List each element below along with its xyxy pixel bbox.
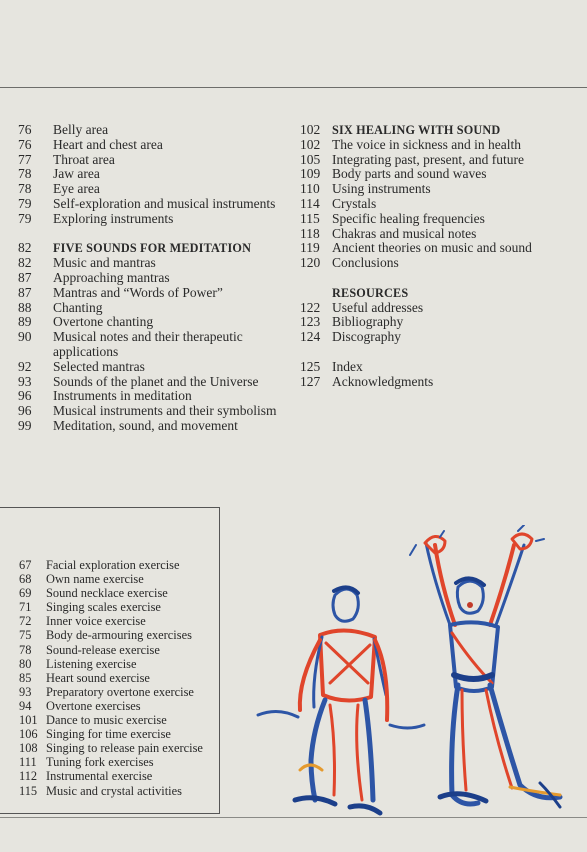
exercise-entry: [19, 628, 239, 642]
exercise-entry: [19, 699, 239, 713]
exercise-page-number: 80: [19, 656, 32, 671]
exercise-title: Singing for time exercise: [46, 727, 171, 742]
toc-entry: [18, 123, 293, 138]
toc-entry: [300, 330, 580, 345]
exercise-entry: [19, 657, 239, 671]
exercise-entry: [19, 713, 239, 727]
exercise-page-number: 112: [19, 769, 38, 784]
toc-page-number: 123: [300, 314, 321, 330]
toc-page-number: 77: [18, 151, 32, 167]
toc-page-number: 96: [18, 403, 32, 419]
exercise-page-number: 72: [19, 614, 32, 629]
dancing-figures-illustration: [240, 525, 580, 825]
exercise-page-number: 75: [19, 628, 32, 643]
exercise-title: Facial exploration exercise: [46, 558, 180, 572]
toc-entry: [18, 271, 293, 286]
toc-entry-title: Selected mantras: [53, 358, 145, 374]
exercise-list: [19, 558, 239, 798]
toc-entry: [300, 315, 580, 330]
toc-page-number: 87: [18, 269, 32, 285]
exercise-title: Sound necklace exercise: [46, 586, 168, 601]
toc-entry: [300, 375, 580, 390]
toc-entry: [18, 330, 293, 360]
exercise-title: Singing to release pain exercise: [46, 741, 203, 756]
toc-entry-title: RESOURCES: [332, 285, 409, 300]
toc-page-number: 92: [18, 358, 32, 374]
toc-entry: [18, 419, 293, 434]
toc-page-number: 115: [300, 210, 320, 226]
exercise-title: Listening exercise: [46, 656, 137, 671]
toc-page-number: 118: [300, 225, 320, 241]
toc-page-number: 88: [18, 299, 32, 315]
toc-page-number: 93: [18, 373, 32, 389]
toc-entry-title: Musical notes and their therapeutic applications: [53, 329, 243, 359]
toc-page-number: 125: [300, 358, 321, 374]
toc-page-number: 87: [18, 284, 32, 300]
toc-entry-title: Discography: [332, 329, 401, 345]
toc-entry: [300, 301, 580, 316]
toc-page-number: 89: [18, 314, 32, 330]
toc-page-number: 119: [300, 240, 320, 256]
exercise-entry: [19, 769, 239, 783]
exercise-title: Music and crystal activities: [46, 783, 182, 798]
exercise-page-number: 93: [19, 684, 32, 699]
toc-page-number: 120: [300, 255, 321, 271]
exercise-title: Overtone exercises: [46, 698, 141, 713]
toc-entry-title: Chakras and musical notes: [332, 225, 477, 241]
toc-entry: [18, 389, 293, 404]
toc-entry: [18, 301, 293, 316]
toc-section-heading: [300, 286, 580, 301]
toc-entry: [18, 197, 293, 212]
toc-entry: [300, 153, 580, 168]
toc-page-number: 102: [300, 136, 321, 152]
exercise-entry: [19, 614, 239, 628]
toc-entry-title: Overtone chanting: [53, 314, 154, 330]
exercise-entry: [19, 586, 239, 600]
toc-entry: [18, 360, 293, 375]
toc-entry-title: Belly area: [53, 122, 109, 137]
toc-page-number: 127: [300, 373, 321, 389]
toc-page-number: 105: [300, 151, 321, 167]
exercise-title: Singing scales exercise: [46, 600, 161, 615]
toc-entry-title: Mantras and “Words of Power”: [53, 284, 223, 300]
toc-entry-title: Body parts and sound waves: [332, 166, 487, 182]
toc-entry-title: Index: [332, 358, 363, 374]
toc-entry: [300, 360, 580, 375]
exercise-entry: [19, 558, 239, 572]
toc-entry-title: Chanting: [53, 299, 103, 315]
toc-page-number: 114: [300, 195, 320, 211]
exercise-page-number: 106: [19, 727, 38, 742]
toc-page-number: 78: [18, 166, 32, 182]
exercise-page-number: 101: [19, 713, 38, 728]
toc-page-number: 110: [300, 181, 320, 197]
exercise-title: Preparatory overtone exercise: [46, 684, 194, 699]
exercise-entry: [19, 755, 239, 769]
exercise-entry: [19, 671, 239, 685]
exercise-entry: [19, 784, 239, 798]
toc-entry: [18, 315, 293, 330]
toc-spacer: [18, 227, 293, 242]
toc-entry-title: Meditation, sound, and movement: [53, 417, 238, 433]
toc-entry-title: Using instruments: [332, 181, 431, 197]
toc-entry: [18, 256, 293, 271]
toc-left-column: [18, 123, 293, 434]
toc-entry-title: Bibliography: [332, 314, 404, 330]
toc-entry-title: Self-exploration and musical instruments: [53, 195, 276, 211]
toc-entry: [300, 227, 580, 242]
toc-entry-title: Music and mantras: [53, 255, 156, 271]
toc-entry: [18, 167, 293, 182]
toc-entry: [18, 138, 293, 153]
toc-entry: [300, 197, 580, 212]
toc-spacer: [300, 271, 580, 286]
toc-entry: [300, 167, 580, 182]
exercise-page-number: 78: [19, 642, 32, 657]
toc-entry-title: Heart and chest area: [53, 136, 163, 152]
exercise-page-number: 69: [19, 586, 32, 601]
toc-entry: [18, 182, 293, 197]
exercise-title: Sound-release exercise: [46, 642, 160, 657]
toc-entry-title: Instruments in meditation: [53, 388, 192, 404]
toc-page-number: 79: [18, 210, 32, 226]
toc-page-number: 122: [300, 299, 321, 315]
exercise-entry: [19, 741, 239, 755]
exercise-page-number: 71: [19, 600, 32, 615]
toc-entry: [18, 286, 293, 301]
toc-entry: [18, 212, 293, 227]
toc-entry-title: Eye area: [53, 181, 100, 197]
toc-right-column: [300, 123, 580, 389]
toc-page-number: 99: [18, 417, 32, 433]
toc-entry-title: Crystals: [332, 195, 377, 211]
toc-page-number: [300, 286, 332, 301]
toc-entry-title: Exploring instruments: [53, 210, 174, 226]
exercise-title: Inner voice exercise: [46, 614, 146, 629]
toc-page-number: 102: [300, 122, 321, 137]
toc-entry: [18, 404, 293, 419]
exercise-page-number: 115: [19, 783, 38, 798]
toc-entry: [18, 375, 293, 390]
exercise-title: Heart sound exercise: [46, 670, 150, 685]
exercise-entry: [19, 727, 239, 741]
toc-page-number: 76: [18, 122, 32, 137]
exercise-title: Instrumental exercise: [46, 769, 153, 784]
toc-page-number: 90: [18, 329, 32, 345]
toc-page-number: 82: [18, 255, 32, 271]
toc-entry-title: Throat area: [53, 151, 115, 167]
toc-section-heading: [300, 123, 580, 138]
exercise-entry: [19, 685, 239, 699]
exercise-entry: [19, 600, 239, 614]
toc-entry-title: Integrating past, present, and future: [332, 151, 524, 167]
exercise-entry: [19, 643, 239, 657]
exercise-page-number: 111: [19, 755, 37, 770]
toc-entry-title: FIVE SOUNDS FOR MEDITATION: [53, 241, 252, 256]
toc-entry-title: Conclusions: [332, 255, 399, 271]
toc-entry-title: Useful addresses: [332, 299, 424, 315]
toc-entry: [300, 256, 580, 271]
toc-entry: [300, 241, 580, 256]
toc-page-number: 79: [18, 195, 32, 211]
exercise-title: Dance to music exercise: [46, 713, 167, 728]
toc-entry-title: Approaching mantras: [53, 269, 170, 285]
exercise-page-number: 85: [19, 670, 32, 685]
toc-page-number: 109: [300, 166, 321, 182]
exercise-title: Body de-armouring exercises: [46, 628, 192, 643]
exercise-title: Tuning fork exercises: [46, 755, 154, 770]
exercise-page-number: 94: [19, 698, 32, 713]
exercise-entry: [19, 572, 239, 586]
toc-entry-title: SIX HEALING WITH SOUND: [332, 123, 501, 137]
toc-entry: [300, 212, 580, 227]
toc-entry: [18, 153, 293, 168]
toc-spacer: [300, 345, 580, 360]
exercise-title: Own name exercise: [46, 572, 144, 587]
toc-entry: [300, 182, 580, 197]
toc-entry-title: Ancient theories on music and sound: [332, 240, 532, 256]
toc-entry-title: Jaw area: [53, 166, 100, 182]
toc-entry-title: The voice in sickness and in health: [332, 136, 521, 152]
exercise-page-number: 108: [19, 741, 38, 756]
top-rule: [0, 87, 587, 88]
toc-section-heading: [18, 241, 293, 256]
toc-page-number: 78: [18, 181, 32, 197]
toc-entry-title: Acknowledgments: [332, 373, 434, 389]
toc-entry-title: Specific healing frequencies: [332, 210, 485, 226]
toc-page-number: 76: [18, 136, 32, 152]
toc-page-number: 82: [18, 240, 32, 256]
exercise-page-number: 68: [19, 572, 32, 587]
toc-entry: [300, 138, 580, 153]
exercise-page-number: 67: [19, 558, 32, 572]
toc-entry-title: Sounds of the planet and the Universe: [53, 373, 259, 389]
toc-page-number: 96: [18, 388, 32, 404]
toc-entry-title: Musical instruments and their symbolism: [53, 403, 277, 419]
toc-page-number: 124: [300, 329, 321, 345]
